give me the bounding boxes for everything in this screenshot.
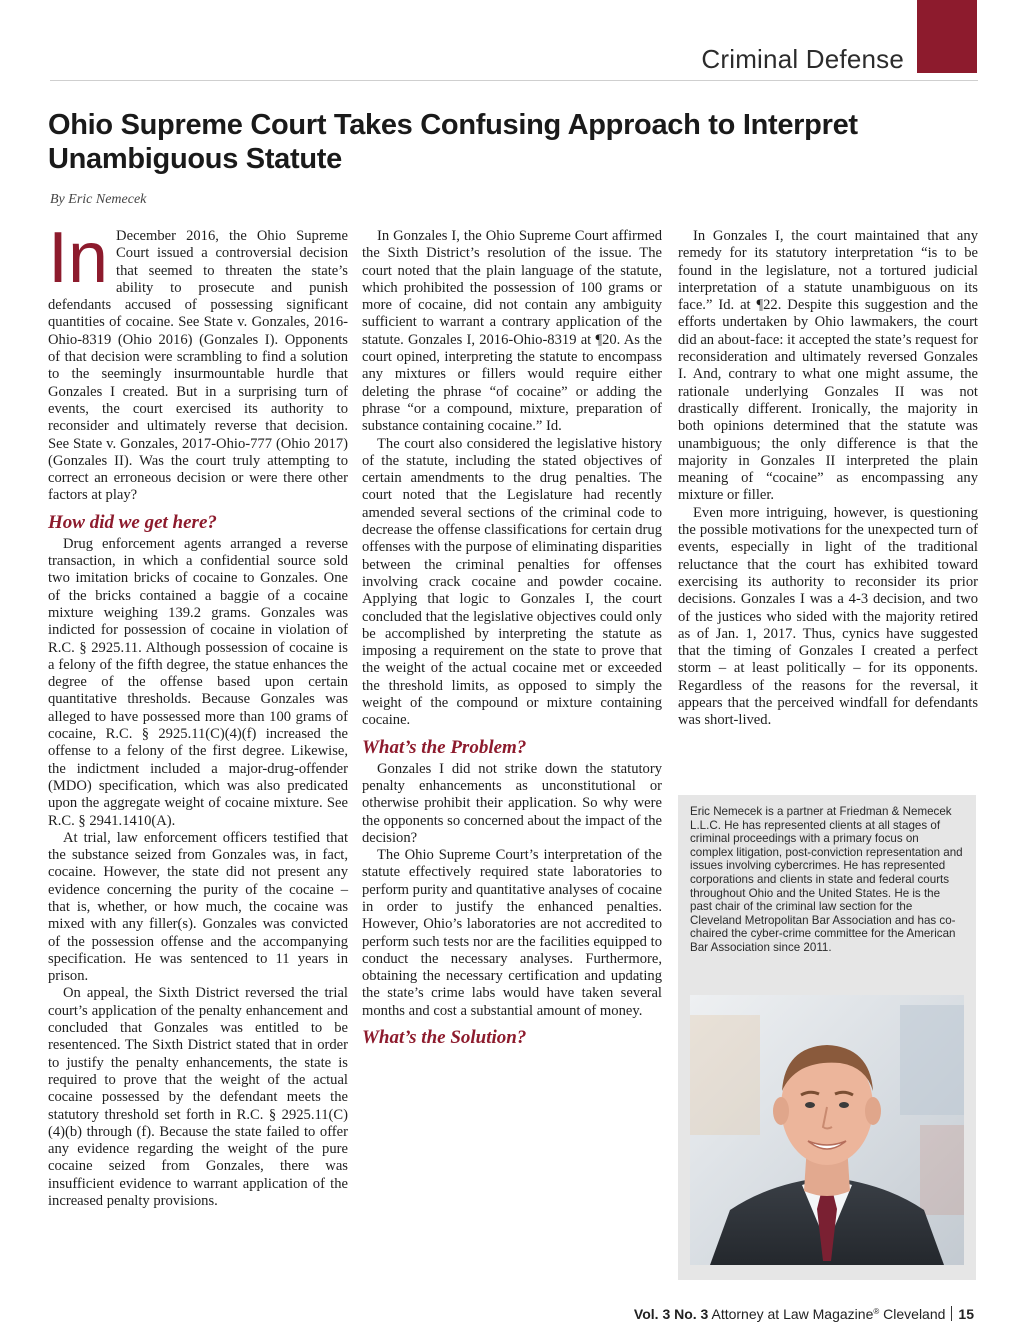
body-paragraph: Drug enforcement agents arranged a reverse transaction, in which a confidential source sold two imitation bricks of cocaine to Gonzales. One of the bricks contained a baggie of a cocaine mixture weighing 139.2 grams. Gonzales was indicted for possession of cocaine in violation of R.C. § 2925.11. Although possession of cocaine is a felony of the fifth degree, the statue enhances the degree of the offense based upon certain quantitative thresholds. Because Gonzales was alleged to have possessed more than 100 grams of cocaine, R.C. § 2925.11(C)(4)(f) increased the offense to a felony of the first degree. Likewise, the indictment included a major-drug-offender (MDO) specification, which was also predicated upon the aggregate weight of cocaine mixture. See R.C. § 2941.1410(A). (48, 535, 348, 829)
body-paragraph: The Ohio Supreme Court’s interpretation of the statute effectively required state laboratories to perform purity and quantitative analyses of cocaine in order to justify the enhanced penalties. However, Ohio’s laboratories are not accredited to perform such tests nor are the facilities equipped to conduct the necessary analyses. Furthermore, obtaining the necessary certification and updating the state’s crime labs would have taken several months and cost a substantial amount of money. (362, 847, 662, 1019)
body-paragraph: Even more intriguing, however, is questioning the possible motivations for the unexpected turn of events, especially in light of the traditional reluctance that the court has exhibited toward exercising its authority to reconsider its prior decisions. Gonzales I was a 4-3 decision, and two of the justices who sided with the majority retired as of Jan. 1, 2017. Thus, cynics have suggested that the timing of Gonzales I created a perfect storm – at least politically – for its opponents. Regardless of the reasons for the reversal, it appears that the perceived windfall for defendants was short-lived. (678, 504, 978, 729)
article-headline: Ohio Supreme Court Takes Confusing Approach to Interpret Unambiguous Statute (48, 109, 858, 175)
intro-text: December 2016, the Ohio Supreme Court issued a controversial decision that seemed to threaten the state’s ability to prosecute and punish defendants accused of possessing significant quantities of cocaine. See State v. Gonzales, 2016-Ohio-8319 (Ohio 2016) (Gonzales I). Opponents of that decision were scrambling to find a solution to the seemingly insurmountable hurdle that Gonzales I created. But in a surprising turn of events, the court exercised its authority to reconsider and ultimately reverse that decision. See State v. Gonzales, 2017-Ohio-777 (Ohio 2017) (Gonzales II). Was the court truly attempting to correct an erroneous decision or were there other factors at play? (48, 228, 348, 504)
article-column-1 (48, 218, 348, 1210)
page-number: 15 (958, 1306, 974, 1322)
footer-volume: Vol. 3 No. 3 (633, 1306, 709, 1322)
footer-magazine: Attorney at Law Magazine (711, 1306, 874, 1322)
subhead-how-did-we-get-here: How did we get here? (48, 511, 217, 533)
body-paragraph: In Gonzales I, the Ohio Supreme Court affirmed the Sixth District’s resolution of the issue. The court noted that the plain language of the statute, which prohibited the possession of 100 grams or more of cocaine, did not contain any ambiguity sufficient to warrant a contrary application of the statute. Gonzales I, 2016-Ohio-8319 at ¶20. As the court opined, interpreting the statute to encompass any mixtures or fillers would require either deleting the phrase “of cocaine” or adding the phrase “or a compound, mixture, preparation of substance containing cocaine.” Id. (362, 228, 662, 435)
body-paragraph: In Gonzales I, the court maintained that any remedy for its statutory interpretation “is to be found in the legislature, not a tortured judicial interpretation of a statute unambiguous on its face.” Id. at ¶22. Despite this suggestion and the efforts undertaken by Ohio lawmakers, the court did an about-face: it accepted the state’s request for reconsideration and ultimately reversed Gonzales I. And, contrary to what one might assume, the rationale underlying Gonzales II was not drastically different. Ironically, the majority in both opinions determined that the statute was unambiguous; the only difference is that the majority in Gonzales II interpreted the plain meaning of “cocaine” as encompassing any mixture or filler. (678, 228, 978, 504)
footer-registered-mark: ® (873, 1307, 880, 1316)
body-paragraph: On appeal, the Sixth District reversed the trial court’s application of the penalty enhancement and concluded that Gonzales was entitled to be resentenced. The Sixth District stated that in order to justify the penalty enhancements, the state is required to prove that the weight of the actual cocaine possessed by the defendant meets the statutory threshold set forth in R.C. § 2925.11(C)(4)(b) through (f). Because the state failed to offer any evidence regarding the weight of the pure cocaine seized from Gonzales, there was insufficient evidence to warrant application of the increased penalty provisions. (48, 985, 348, 1210)
page-footer (634, 1306, 974, 1322)
section-label: Criminal Defense (701, 44, 904, 74)
article-byline: By Eric Nemecek (50, 192, 147, 207)
top-divider (50, 80, 978, 81)
body-paragraph: The court also considered the legislative history of the statute, including the stated objectives of certain amendments to the drug penalties. The court noted that the Legislature had recently amended several sections of the criminal code to decrease the offense classifications for certain drug offenses with the purpose of eliminating disparities between the criminal penalties for offenses involving crack cocaine and powder cocaine. Applying that logic to Gonzales I, the court concluded that the legislative objectives could only be accomplished by interpreting the statute as imposing a requirement on the state to prove that the weight of the actual cocaine met or exceeded the threshold limits, as opposed to simply the weight of the compound or mixture containing cocaine. (362, 435, 662, 729)
drop-cap: In (48, 218, 109, 298)
author-portrait-image (690, 995, 964, 1265)
intro-paragraph (48, 218, 348, 505)
body-paragraph: Gonzales I did not strike down the statutory penalty enhancements as unconstitutional or otherwise prohibit their application. So why were the opponents so concerned about the impact of the decision? (362, 760, 662, 846)
subhead-whats-the-problem: What’s the Problem? (362, 736, 527, 758)
footer-city: Cleveland (883, 1306, 946, 1322)
corner-accent-block (917, 0, 977, 73)
author-bio-text: Eric Nemecek is a partner at Friedman & Nemecek L.L.C. He has represented clients at all stages of criminal proceedings with a primary focus on complex litigation, post-conviction representation and issues involving cybercrimes. He has represented corporations and clients in state and federal courts throughout Ohio and the United States. He is the past chair of the criminal law section for the Cleveland Metropolitan Bar Association and has co-chaired the cyber-crime committee for the American Bar Association since 2011. (690, 805, 963, 954)
footer-separator (951, 1306, 952, 1321)
author-bio-box (678, 795, 976, 1280)
article-column-2 (362, 228, 662, 1051)
body-paragraph: At trial, law enforcement officers testified that the substance seized from Gonzales was, in fact, cocaine. However, the state did not present any evidence concerning the purity of the cocaine – that is, whether, or how much, the cocaine was mixed with any filler(s). Gonzales was convicted of the possession offense and the accompanying specification. He was sentenced to 11 years in prison. (48, 829, 348, 985)
author-photo (690, 995, 964, 1265)
subhead-whats-the-solution: What’s the Solution? (362, 1027, 527, 1049)
article-column-3 (678, 228, 978, 730)
